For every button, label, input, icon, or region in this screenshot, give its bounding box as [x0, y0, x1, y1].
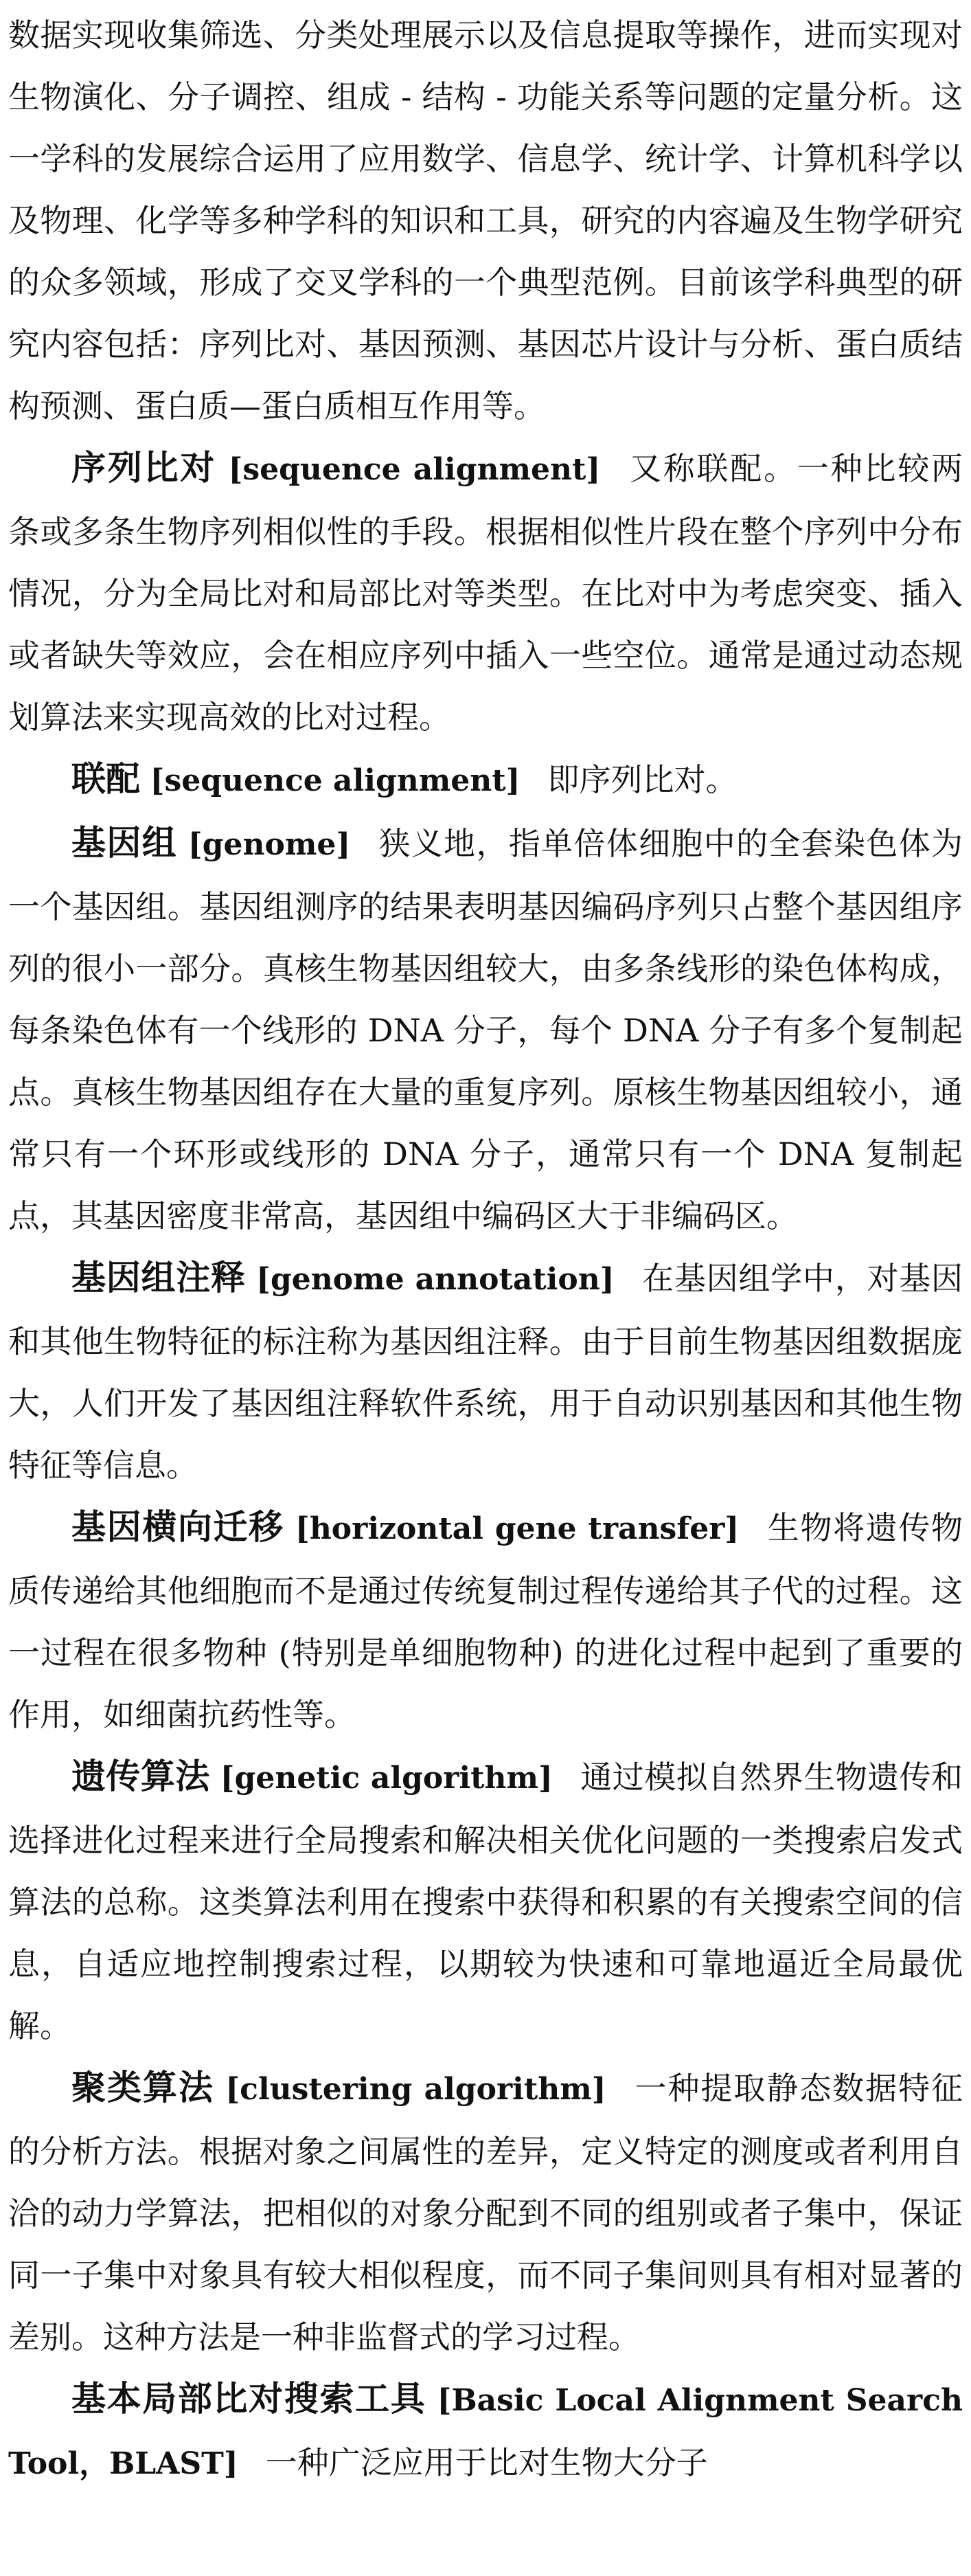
entry-genome-annotation — [8, 1247, 963, 1496]
entry-definition: 在基因组学中，对基因和其他生物特征的标注称为基因组注释。由于目前生物基因组数据庞大，人们开发了基因组注释软件系统，用于自动识别基因和其他生物特征等信息。 — [8, 1260, 963, 1484]
entry-horizontal-gene-transfer — [8, 1496, 963, 1745]
entry-english: [sequence alignment] — [228, 452, 601, 487]
entry-english: [genetic algorithm] — [220, 1761, 553, 1796]
entry-english: [Basic Local Alignment Search Tool，BLAST] — [8, 2383, 963, 2481]
entry-definition: 一种广泛应用于比对生物大分子 — [265, 2444, 708, 2481]
entry-genetic-algorithm — [8, 1745, 963, 2057]
document-page — [0, 4, 971, 2495]
entry-term: 序列比对 — [71, 448, 217, 488]
entry-english: [sequence alignment] — [150, 763, 521, 798]
entry-term: 基因组 — [71, 823, 177, 863]
entry-english: [genome] — [187, 827, 351, 862]
entry-english: [horizontal gene transfer] — [295, 1511, 740, 1546]
entry-term: 联配 — [71, 759, 140, 799]
entry-english: [genome annotation] — [256, 1262, 615, 1297]
entry-blast — [8, 2368, 963, 2495]
entry-term: 基因组注释 — [71, 1258, 246, 1298]
intro-paragraph: 数据实现收集筛选、分类处理展示以及信息提取等操作，进而实现对生物演化、分子调控、组成 - 结构 - 功能关系等问题的定量分析。这一学科的发展综合运用了应用数学、信息学、统计学、计算机科学以及物理、化学等多种学科的知识和工具，研究的内容遍及生物学研究的众多领域，形成了交叉学科的一个典型范例。目前该学科典型的研究内容包括：序列比对、基因预测、基因芯片设计与分析、蛋白质结构预测、蛋白质—蛋白质相互作用等。 — [8, 16, 963, 425]
entry-genome — [8, 812, 963, 1247]
entry-term: 聚类算法 — [71, 2068, 214, 2108]
entry-definition: 即序列比对。 — [547, 761, 738, 798]
entry-term: 基因横向迁移 — [71, 1507, 284, 1547]
entry-sequence-alignment — [8, 437, 963, 748]
entry-definition: 狭义地，指单倍体细胞中的全套染色体为一个基因组。基因组测序的结果表明基因编码序列只占整个基因组序列的很小一部分。真核生物基因组较大，由多条线形的染色体构成，每条染色体有一个线形的 DNA 分子，每个 DNA 分子有多个复制起点。真核生物基因组存在大量的重复序列。原核生物基因组较小，通常只有一个环形或线形的 DNA 分子，通常只有一个 DNA 复制起点，其基因密度非常高，基因组中编码区大于非编码区。 — [8, 825, 963, 1234]
entry-term: 遗传算法 — [71, 1756, 210, 1796]
entry-definition: 通过模拟自然界生物遗传和选择进化过程来进行全局搜索和解决相关优化问题的一类搜索启发式算法的总称。这类算法利用在搜索中获得和积累的有关搜索空间的信息，自适应地控制搜索过程，以期较为快速和可靠地逼近全局最优解。 — [8, 1759, 963, 2044]
entry-clustering-algorithm — [8, 2057, 963, 2368]
entry-term: 基本局部比对搜索工具 — [71, 2379, 426, 2419]
entry-definition: 又称联配。一种比较两条或多条生物序列相似性的手段。根据相似性片段在整个序列中分布情况，分为全局比对和局部比对等类型。在比对中为考虑突变、插入或者缺失等效应，会在相应序列中插入一些空位。通常是通过动态规划算法来实现高效的比对过程。 — [8, 450, 963, 736]
entry-definition: 一种提取静态数据特征的分析方法。根据对象之间属性的差异，定义特定的测度或者利用自洽的动力学算法，把相似的对象分配到不同的组别或者子集中，保证同一子集中对象具有较大相似程度，而不同子集间则具有相对显著的差别。这种方法是一种非监督式的学习过程。 — [8, 2070, 963, 2355]
entry-definition: 生物将遗传物质传递给其他细胞而不是通过传统复制过程传递给其子代的过程。这一过程在很多物种 (特别是单细胞物种) 的进化过程中起到了重要的作用，如细菌抗药性等。 — [8, 1509, 963, 1733]
entry-english: [clustering algorithm] — [225, 2072, 606, 2107]
entry-lianpei — [8, 748, 963, 812]
